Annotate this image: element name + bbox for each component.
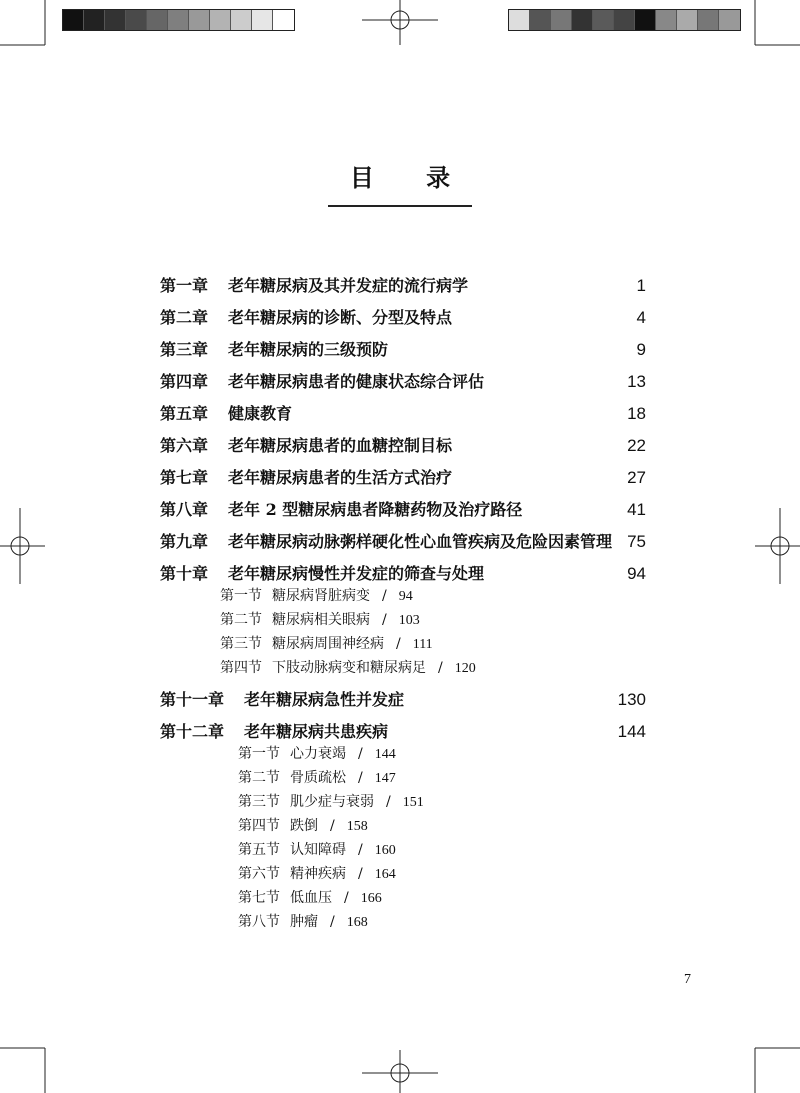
- chapter-number: 第二章: [160, 308, 209, 327]
- section-separator: /: [396, 636, 401, 652]
- registration-mark-top: [362, 0, 438, 45]
- toc-chapter-row[interactable]: [160, 684, 646, 716]
- section-list: [160, 742, 646, 934]
- chapter-title: 老年糖尿病共患疾病: [244, 722, 389, 741]
- chapter-page: 9: [636, 340, 646, 359]
- chapter-page: 4: [636, 308, 646, 327]
- chapter-number: 第八章: [160, 500, 209, 519]
- toc-section-row[interactable]: [160, 608, 646, 632]
- section-separator: /: [344, 890, 349, 906]
- chapter-number: 第十一章: [160, 690, 225, 709]
- toc-section-row[interactable]: [160, 838, 646, 862]
- section-page: 151: [402, 795, 424, 810]
- section-separator: /: [330, 914, 335, 930]
- chapter-page: 144: [617, 722, 646, 741]
- chapter-title: 老年糖尿病动脉粥样硬化性心血管疾病及危险因素管理: [228, 532, 613, 551]
- chapter-page: 75: [627, 532, 646, 551]
- toc-chapter-row[interactable]: [160, 334, 646, 366]
- section-number: 第一节: [220, 588, 262, 604]
- section-separator: /: [382, 588, 387, 604]
- chapter-page: 18: [627, 404, 646, 423]
- toc-chapter-row[interactable]: [160, 462, 646, 494]
- section-title: 跌倒: [290, 818, 318, 834]
- chapter-title: 老年 2 型糖尿病患者降糖药物及治疗路径: [228, 500, 523, 519]
- chapter-title: 老年糖尿病的三级预防: [228, 340, 389, 359]
- section-title: 糖尿病周围神经病: [272, 636, 384, 652]
- chapter-title: 老年糖尿病慢性并发症的筛查与处理: [228, 564, 485, 583]
- section-separator: /: [330, 818, 335, 834]
- section-number: 第五节: [238, 842, 280, 858]
- chapter-title: 老年糖尿病急性并发症: [244, 690, 405, 709]
- section-separator: /: [358, 842, 363, 858]
- registration-mark-right: [755, 508, 800, 584]
- chapter-number: 第九章: [160, 532, 209, 551]
- section-title: 下肢动脉病变和糖尿病足: [272, 660, 426, 676]
- section-page: 166: [360, 891, 382, 906]
- toc-chapter-row[interactable]: [160, 366, 646, 398]
- chapter-page: 22: [627, 436, 646, 455]
- chapter-page: 94: [627, 564, 646, 583]
- section-title: 低血压: [290, 890, 332, 906]
- section-page: 168: [346, 915, 368, 930]
- registration-mark-left: [0, 508, 45, 584]
- chapter-number: 第十二章: [160, 722, 225, 741]
- chapter-title: 老年糖尿病患者的健康状态综合评估: [228, 372, 485, 391]
- toc-section-row[interactable]: [160, 862, 646, 886]
- section-page: 103: [398, 613, 420, 628]
- toc-section-row[interactable]: [160, 814, 646, 838]
- section-number: 第四节: [220, 660, 262, 676]
- page-number: 7: [684, 972, 691, 987]
- chapter-number: 第六章: [160, 436, 209, 455]
- chapter-page: 13: [627, 372, 646, 391]
- section-number: 第四节: [238, 818, 280, 834]
- chapter-number: 第一章: [160, 276, 209, 295]
- section-separator: /: [358, 746, 363, 762]
- section-number: 第二节: [220, 612, 262, 628]
- section-separator: /: [358, 770, 363, 786]
- toc-section-row[interactable]: [160, 886, 646, 910]
- section-page: 147: [374, 771, 396, 786]
- section-title: 糖尿病肾脏病变: [272, 588, 370, 604]
- chapter-title: 老年糖尿病的诊断、分型及特点: [228, 308, 453, 327]
- section-title: 骨质疏松: [290, 770, 346, 786]
- section-separator: /: [358, 866, 363, 882]
- section-number: 第一节: [238, 746, 280, 762]
- toc-chapter-row[interactable]: [160, 430, 646, 462]
- section-title: 心力衰竭: [290, 746, 346, 762]
- toc-section-row[interactable]: [160, 766, 646, 790]
- toc-heading-wrap: [0, 158, 800, 207]
- section-title: 认知障碍: [290, 842, 346, 858]
- chapter-page: 1: [636, 276, 646, 295]
- toc-chapter-row[interactable]: [160, 270, 646, 302]
- chapter-number: 第四章: [160, 372, 209, 391]
- chapter-number: 第三章: [160, 340, 209, 359]
- chapter-number: 第十章: [160, 564, 209, 583]
- section-number: 第三节: [238, 794, 280, 810]
- section-page: 164: [374, 867, 396, 882]
- chapter-number: 第五章: [160, 404, 209, 423]
- section-number: 第六节: [238, 866, 280, 882]
- section-list: [160, 584, 646, 680]
- toc-chapter-row[interactable]: [160, 398, 646, 430]
- section-separator: /: [382, 612, 387, 628]
- toc-heading: 目 录: [328, 158, 472, 207]
- chapter-title: 健康教育: [228, 404, 293, 423]
- chapter-page: 41: [627, 500, 646, 519]
- section-number: 第八节: [238, 914, 280, 930]
- registration-mark-bottom: [362, 1050, 438, 1093]
- chapter-title: 老年糖尿病及其并发症的流行病学: [228, 276, 469, 295]
- section-number: 第二节: [238, 770, 280, 786]
- section-title: 肿瘤: [290, 914, 318, 930]
- section-number: 第三节: [220, 636, 262, 652]
- toc-chapter-row[interactable]: [160, 494, 646, 526]
- section-page: 120: [454, 661, 476, 676]
- section-title: 糖尿病相关眼病: [272, 612, 370, 628]
- toc-section-row[interactable]: [160, 656, 646, 680]
- toc-section-row[interactable]: [160, 910, 646, 934]
- toc-chapter-row[interactable]: [160, 526, 646, 558]
- section-separator: /: [438, 660, 443, 676]
- section-title: 精神疾病: [290, 866, 346, 882]
- section-title: 肌少症与衰弱: [290, 794, 374, 810]
- chapter-page: 130: [617, 690, 646, 709]
- section-separator: /: [386, 794, 391, 810]
- section-page: 144: [374, 747, 396, 762]
- toc-chapter-row[interactable]: [160, 302, 646, 334]
- chapter-number: 第七章: [160, 468, 209, 487]
- chapter-page: 27: [627, 468, 646, 487]
- section-page: 111: [412, 637, 433, 652]
- section-number: 第七节: [238, 890, 280, 906]
- table-of-contents: [160, 270, 646, 938]
- toc-section-row[interactable]: [160, 632, 646, 656]
- chapter-title: 老年糖尿病患者的生活方式治疗: [228, 468, 453, 487]
- section-page: 160: [374, 843, 396, 858]
- section-page: 158: [346, 819, 368, 834]
- chapter-title: 老年糖尿病患者的血糖控制目标: [228, 436, 453, 455]
- toc-section-row[interactable]: [160, 790, 646, 814]
- section-page: 94: [398, 589, 413, 604]
